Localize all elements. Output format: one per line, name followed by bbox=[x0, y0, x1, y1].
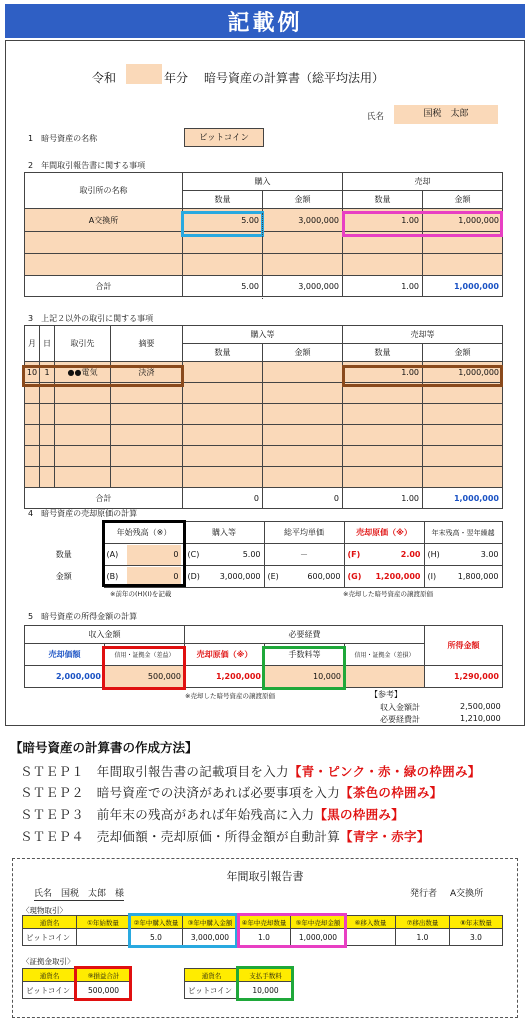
label-f: (F) bbox=[347, 550, 361, 559]
header-title: 記載例 bbox=[227, 11, 303, 36]
s1-label: 1 暗号資産の名称 bbox=[28, 134, 98, 143]
s2-cell[interactable]: 1,000,000 bbox=[423, 209, 503, 232]
s3-head-sell: 売却等 bbox=[343, 326, 503, 344]
s3-cell[interactable]: 決済 bbox=[111, 362, 183, 383]
s5-head-credit2: 信用・証拠金（差損） bbox=[345, 644, 425, 666]
s3-cell[interactable] bbox=[183, 425, 263, 446]
green-highlight-box bbox=[262, 646, 346, 690]
s3-head-partner: 取引先 bbox=[55, 326, 111, 362]
s5-head-sale: 売却価額 bbox=[25, 644, 105, 666]
red-highlight-box bbox=[102, 646, 186, 690]
step-4-text: ＳＴＥＰ４ 売却価額・売却原価・所得金額が自動計算 bbox=[20, 829, 341, 844]
s2-total-cell: 1,000,000 bbox=[423, 276, 503, 297]
s2-head-sell: 売却 bbox=[343, 173, 503, 191]
step-2-text: ＳＴＥＰ２ 暗号資産での決済があれば必要事項を入力 bbox=[20, 785, 341, 800]
s5-fee-field[interactable]: 10,000 bbox=[265, 666, 345, 688]
s5-head-cost: 売却原価（※） bbox=[185, 644, 265, 666]
s5-label: 5 暗号資産の所得金額の計算 bbox=[28, 612, 138, 621]
s5-credit2-field[interactable] bbox=[345, 666, 425, 688]
s3-cell[interactable] bbox=[111, 404, 183, 425]
s2-total-cell: 5.00 bbox=[183, 276, 263, 297]
s2-head-buy: 購入 bbox=[183, 173, 343, 191]
s4-head-cost: 売却原価（※） bbox=[344, 522, 424, 544]
s4-head-start: 年始残高（※） bbox=[104, 522, 184, 544]
s3-total-label: 合計 bbox=[25, 488, 183, 509]
s3-head-amt: 金額 bbox=[423, 344, 503, 362]
avg-unit-value: 600,000 bbox=[307, 572, 341, 581]
cost-qty-value: 2.00 bbox=[400, 550, 421, 559]
s2-cell[interactable] bbox=[343, 254, 423, 276]
spot-head: ④年中売却数量 bbox=[238, 916, 291, 929]
step-2 bbox=[20, 783, 442, 801]
report-blue-box bbox=[128, 913, 238, 948]
report-red-box bbox=[74, 966, 132, 1001]
s3-cell[interactable] bbox=[111, 425, 183, 446]
spot-cell: 5.0 bbox=[130, 929, 183, 946]
label-a: (A) bbox=[106, 549, 119, 559]
s4-amt-label: 金額 bbox=[55, 572, 72, 581]
buy-qty-value: 5.00 bbox=[242, 550, 261, 559]
s3-cell[interactable] bbox=[343, 446, 423, 467]
s3-cell[interactable]: 1 bbox=[40, 362, 55, 383]
name-value[interactable]: 国税 太郎 bbox=[394, 105, 498, 124]
s3-cell[interactable] bbox=[183, 467, 263, 488]
name-label: 氏名 bbox=[367, 112, 385, 122]
s3-cell[interactable] bbox=[111, 467, 183, 488]
s3-cell[interactable]: 10 bbox=[25, 362, 40, 383]
step-4 bbox=[20, 827, 430, 845]
s2-cell[interactable]: 3,000,000 bbox=[263, 209, 343, 232]
s5-credit-field[interactable]: 500,000 bbox=[105, 666, 185, 688]
label-i: (I) bbox=[427, 572, 437, 581]
s5-result-value: 1,290,000 bbox=[425, 666, 503, 688]
s2-total-label: 合計 bbox=[25, 276, 183, 297]
s4-table bbox=[24, 521, 503, 588]
s2-head-qty: 数量 bbox=[343, 191, 423, 209]
s3-cell[interactable] bbox=[40, 425, 55, 446]
s3-cell[interactable] bbox=[263, 425, 343, 446]
margin-label: 〈証拠金取引〉 bbox=[22, 957, 75, 966]
asset-name-field[interactable]: ビットコイン bbox=[184, 128, 264, 147]
label-e: (E) bbox=[267, 572, 279, 581]
s3-head-buy: 購入等 bbox=[183, 326, 343, 344]
s3-cell[interactable] bbox=[55, 467, 111, 488]
step-3-mark: 【黒の枠囲み】 bbox=[314, 807, 405, 822]
s4-label: 4 暗号資産の売却原価の計算 bbox=[28, 509, 138, 518]
s5-head-result: 所得金額 bbox=[425, 626, 503, 666]
s5-note: ※売却した暗号資産の譲渡原価 bbox=[185, 692, 275, 700]
title-year-suffix: 年分 bbox=[164, 71, 189, 85]
spot-cell: 3,000,000 bbox=[183, 929, 238, 946]
s3-head-month: 月 bbox=[25, 326, 40, 362]
s3-table bbox=[24, 325, 503, 509]
pink-highlight-box bbox=[342, 211, 503, 237]
s4-cell-f bbox=[344, 544, 424, 566]
s3-cell[interactable] bbox=[55, 446, 111, 467]
s3-cell[interactable] bbox=[343, 467, 423, 488]
s2-cell[interactable]: 1.00 bbox=[343, 209, 423, 232]
spot-cell bbox=[77, 929, 130, 946]
s3-cell[interactable] bbox=[423, 404, 503, 425]
s3-cell[interactable] bbox=[183, 446, 263, 467]
end-qty-value: 3.00 bbox=[480, 550, 499, 559]
report-issuer: A交換所 bbox=[450, 889, 484, 899]
s4-avg-qty: － bbox=[264, 544, 344, 566]
label-d: (D) bbox=[187, 572, 200, 581]
s2-cell[interactable] bbox=[183, 254, 263, 276]
s2-total-cell: 3,000,000 bbox=[263, 276, 343, 297]
spot-head: ⑦移出数量 bbox=[396, 916, 450, 929]
s3-head-day: 日 bbox=[40, 326, 55, 362]
s4-head-buy: 購入等 bbox=[184, 522, 264, 544]
black-highlight-box bbox=[102, 520, 186, 587]
s5-head-income: 収入金額 bbox=[25, 626, 185, 644]
s2-cell[interactable] bbox=[423, 254, 503, 276]
s4-head-avg: 総平均単価 bbox=[264, 522, 344, 544]
label-c: (C) bbox=[187, 550, 200, 559]
spot-cell: ビットコイン bbox=[23, 929, 77, 946]
s3-cell[interactable] bbox=[40, 446, 55, 467]
step-2-mark: 【茶色の枠囲み】 bbox=[340, 785, 443, 800]
year-input[interactable] bbox=[126, 64, 162, 84]
s3-cell[interactable] bbox=[40, 404, 55, 425]
method-title: 【暗号資産の計算書の作成方法】 bbox=[10, 740, 198, 755]
label-b: (B) bbox=[106, 571, 119, 581]
step-1-text: ＳＴＥＰ１ 年間取引報告書の記載項目を入力 bbox=[20, 764, 289, 779]
s4-cell-i bbox=[424, 566, 502, 588]
s2-head-amt: 金額 bbox=[263, 191, 343, 209]
report-pink-box bbox=[237, 913, 347, 948]
s3-cell[interactable]: 1.00 bbox=[343, 362, 423, 383]
spot-head: ⑧年末数量 bbox=[450, 916, 503, 929]
s3-cell[interactable] bbox=[25, 404, 40, 425]
s2-cell[interactable]: A交換所 bbox=[25, 209, 183, 232]
s4-cell-h bbox=[424, 544, 502, 566]
s5-head-fee: 手数料等 bbox=[265, 644, 345, 666]
s4-note1: ※前年の(H)(I)を記載 bbox=[110, 590, 172, 598]
s2-cell[interactable] bbox=[263, 232, 343, 254]
ref-expense-label: 必要経費計 bbox=[380, 715, 420, 724]
fee-head: 支払手数料 bbox=[239, 969, 293, 982]
label-g: (G) bbox=[347, 572, 362, 581]
s3-cell[interactable] bbox=[25, 467, 40, 488]
spot-label: 〈現物取引〉 bbox=[22, 906, 67, 915]
s4-cell-c bbox=[184, 544, 264, 566]
buy-amt-value: 3,000,000 bbox=[219, 572, 261, 581]
spot-cell: 1,000,000 bbox=[291, 929, 346, 946]
step-4-mark: 【青字・赤字】 bbox=[340, 829, 430, 844]
s3-cell[interactable] bbox=[263, 446, 343, 467]
s3-cell[interactable] bbox=[25, 446, 40, 467]
s3-cell[interactable] bbox=[111, 446, 183, 467]
spot-head: 通貨名 bbox=[23, 916, 77, 929]
step-3 bbox=[20, 805, 404, 823]
s2-head-amt: 金額 bbox=[423, 191, 503, 209]
spot-cell: 1.0 bbox=[396, 929, 450, 946]
s3-head-qty: 数量 bbox=[343, 344, 423, 362]
end-amt-value: 1,800,000 bbox=[457, 572, 499, 581]
ref-expense-value: 1,210,000 bbox=[460, 714, 501, 723]
s3-cell[interactable] bbox=[263, 467, 343, 488]
spot-cell: 3.0 bbox=[450, 929, 503, 946]
brown-highlight-box-left bbox=[22, 365, 184, 387]
margin-cell: ビットコイン bbox=[23, 982, 77, 999]
s2-head-qty: 数量 bbox=[183, 191, 263, 209]
s3-cell[interactable] bbox=[423, 446, 503, 467]
report-issuer-label: 発行者 bbox=[410, 889, 438, 899]
s3-cell[interactable] bbox=[343, 404, 423, 425]
s2-cell[interactable] bbox=[263, 254, 343, 276]
spot-head: ②年中購入数量 bbox=[130, 916, 183, 929]
s5-head-credit: 信用・証拠金（差益） bbox=[105, 644, 185, 666]
s3-cell[interactable] bbox=[263, 404, 343, 425]
ref-income-label: 収入金額計 bbox=[380, 703, 420, 712]
spot-head: ⑥移入数量 bbox=[346, 916, 396, 929]
s3-total-cell: 1.00 bbox=[343, 488, 423, 509]
s2-dotted-divider bbox=[262, 213, 263, 299]
s3-cell[interactable] bbox=[25, 425, 40, 446]
label-h: (H) bbox=[427, 550, 440, 559]
s3-head-amt: 金額 bbox=[263, 344, 343, 362]
s3-head-memo: 摘要 bbox=[111, 326, 183, 362]
s3-head-qty: 数量 bbox=[183, 344, 263, 362]
s3-total-cell: 1,000,000 bbox=[423, 488, 503, 509]
s4-cell-g bbox=[344, 566, 424, 588]
s3-label: 3 上記２以外の取引に関する事項 bbox=[28, 314, 154, 323]
s5-sale-value: 2,000,000 bbox=[25, 666, 105, 688]
s3-cell[interactable] bbox=[263, 362, 343, 383]
s5-cost-value: 1,200,000 bbox=[185, 666, 265, 688]
step-1 bbox=[20, 762, 481, 780]
s3-cell[interactable]: ●●電気 bbox=[55, 362, 111, 383]
form-title: 暗号資産の計算書（総平均法用） bbox=[204, 71, 385, 85]
s2-cell[interactable]: 5.00 bbox=[183, 209, 263, 232]
margin-head: 通貨名 bbox=[23, 969, 77, 982]
step-3-text: ＳＴＥＰ３ 前年末の残高があれば年始残高に入力 bbox=[20, 807, 315, 822]
cost-amt-value: 1,200,000 bbox=[375, 572, 421, 581]
s3-cell[interactable] bbox=[343, 425, 423, 446]
s3-cell[interactable] bbox=[55, 404, 111, 425]
blue-highlight-box bbox=[181, 211, 264, 237]
s3-total-cell: 0 bbox=[183, 488, 263, 509]
s2-cell[interactable] bbox=[25, 232, 183, 254]
report-customer: 氏名 国税 太郎 様 bbox=[34, 886, 124, 901]
s3-dotted-divider bbox=[262, 364, 263, 490]
s3-cell[interactable] bbox=[423, 425, 503, 446]
s3-cell[interactable]: 1,000,000 bbox=[423, 362, 503, 383]
start-amt-field[interactable]: 0 bbox=[127, 567, 181, 587]
spot-cell bbox=[346, 929, 396, 946]
fee-head: 通貨名 bbox=[185, 969, 239, 982]
s4-cell-d bbox=[184, 566, 264, 588]
ref-label: 【参考】 bbox=[370, 690, 402, 699]
s4-qty-label: 数量 bbox=[55, 550, 72, 559]
s3-cell[interactable] bbox=[55, 425, 111, 446]
s4-cell-e bbox=[264, 566, 344, 588]
s2-cell[interactable] bbox=[25, 254, 183, 276]
s3-cell[interactable] bbox=[183, 404, 263, 425]
s2-label: 2 年間取引報告書に関する事項 bbox=[28, 161, 146, 170]
s2-head-exchange: 取引所の名称 bbox=[25, 173, 183, 209]
title-era: 令和 bbox=[92, 71, 117, 85]
report-title: 年間取引報告書 bbox=[226, 870, 304, 883]
step-1-mark: 【青・ピンク・赤・緑の枠囲み】 bbox=[288, 764, 481, 779]
s3-cell[interactable] bbox=[183, 383, 263, 404]
spot-head: ③年中購入金額 bbox=[183, 916, 238, 929]
s3-cell[interactable] bbox=[263, 383, 343, 404]
s4-note2: ※売却した暗号資産の譲渡原価 bbox=[343, 590, 433, 598]
margin-head: ⑨損益合計 bbox=[77, 969, 131, 982]
fee-cell: 10,000 bbox=[239, 982, 293, 999]
ref-income-value: 2,500,000 bbox=[460, 702, 501, 711]
spot-cell: 1.0 bbox=[238, 929, 291, 946]
s3-cell[interactable] bbox=[40, 467, 55, 488]
start-qty-field[interactable]: 0 bbox=[127, 545, 181, 565]
margin-cell: 500,000 bbox=[77, 982, 131, 999]
s3-cell[interactable] bbox=[183, 362, 263, 383]
s2-total-cell: 1.00 bbox=[343, 276, 423, 297]
s4-head-end: 年末残高・翌年繰越 bbox=[424, 522, 502, 544]
s3-cell[interactable] bbox=[423, 467, 503, 488]
s3-total-cell: 0 bbox=[263, 488, 343, 509]
brown-highlight-box-right bbox=[342, 365, 503, 387]
fee-cell: ビットコイン bbox=[185, 982, 239, 999]
s5-head-expense: 必要経費 bbox=[185, 626, 425, 644]
spot-head: ①年始数量 bbox=[77, 916, 130, 929]
spot-head: ⑤年中売却金額 bbox=[291, 916, 346, 929]
report-green-box bbox=[236, 966, 294, 1001]
